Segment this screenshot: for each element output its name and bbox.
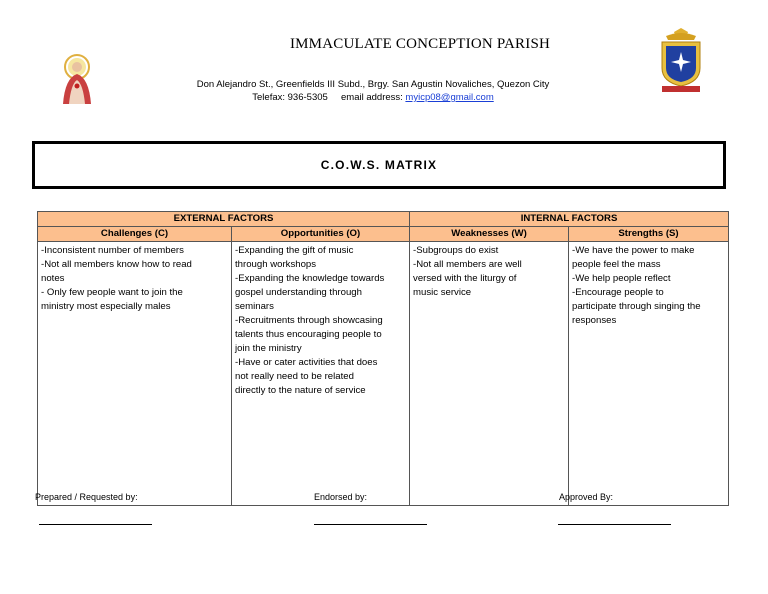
weaknesses-header: Weaknesses (W) — [410, 227, 569, 242]
challenge-line: notes — [41, 273, 65, 284]
opportunity-line: directly to the nature of service — [235, 385, 366, 396]
endorsed-signature-line — [314, 524, 427, 525]
prepared-signature-line — [39, 524, 152, 525]
weakness-line: music service — [413, 287, 472, 298]
opportunity-line: not really need to be related — [235, 371, 354, 382]
challenge-line: - Only few people want to join the — [41, 287, 183, 298]
matrix-title: C.O.W.S. MATRIX — [320, 158, 438, 172]
strength-line: -We help people reflect — [572, 273, 671, 284]
strength-line: participate through singing the — [572, 301, 701, 312]
email-label: email address: — [341, 92, 403, 103]
parish-title: IMMACULATE CONCEPTION PARISH — [289, 36, 551, 52]
weakness-line: -Not all members are well — [413, 259, 522, 270]
endorsed-by-label: Endorsed by: — [314, 492, 368, 502]
challenges-cell — [38, 242, 232, 506]
strengths-header: Strengths (S) — [569, 227, 729, 242]
approved-signature-line — [558, 524, 671, 525]
opportunity-line: -Expanding the gift of music — [235, 245, 354, 256]
cows-matrix-table — [37, 211, 729, 506]
opportunity-line: talents thus encouraging people to — [235, 329, 382, 340]
opportunity-line: through workshops — [235, 259, 317, 270]
opportunity-line: join the ministry — [235, 343, 302, 354]
challenge-line: ministry most especially males — [41, 301, 171, 312]
opportunity-line: gospel understanding through — [235, 287, 362, 298]
opportunity-line: -Recruitments through showcasing — [235, 315, 383, 326]
challenge-line: -Not all members know how to read — [41, 259, 192, 270]
strength-line: responses — [572, 315, 617, 326]
opportunities-cell — [232, 242, 410, 506]
contact-line — [0, 92, 746, 103]
strength-line: -We have the power to make — [572, 245, 695, 256]
opportunity-line: seminars — [235, 301, 274, 312]
opportunity-line: -Expanding the knowledge towards — [235, 273, 385, 284]
challenge-line: -Inconsistent number of members — [41, 245, 184, 256]
prepared-by-label: Prepared / Requested by: — [35, 492, 138, 502]
email-link[interactable]: myicp08@gmail.com — [405, 92, 494, 103]
weaknesses-cell — [410, 242, 569, 506]
weakness-line: versed with the liturgy of — [413, 273, 517, 284]
strengths-cell — [569, 242, 729, 506]
internal-factors-header: INTERNAL FACTORS — [410, 212, 729, 227]
strength-line: people feel the mass — [572, 259, 661, 270]
strength-line: -Encourage people to — [572, 287, 664, 298]
approved-by-label: Approved By: — [559, 492, 614, 502]
weakness-line: -Subgroups do exist — [413, 245, 499, 256]
challenges-header: Challenges (C) — [38, 227, 232, 242]
opportunities-header: Opportunities (O) — [232, 227, 410, 242]
external-factors-header: EXTERNAL FACTORS — [38, 212, 410, 227]
phone-number: Telefax: 936-5305 — [252, 92, 328, 103]
opportunity-line: -Have or cater activities that does — [235, 357, 378, 368]
parish-address: Don Alejandro St., Greenfields III Subd., Brgy. San Agustin Novaliches, Quezon City — [196, 79, 550, 90]
